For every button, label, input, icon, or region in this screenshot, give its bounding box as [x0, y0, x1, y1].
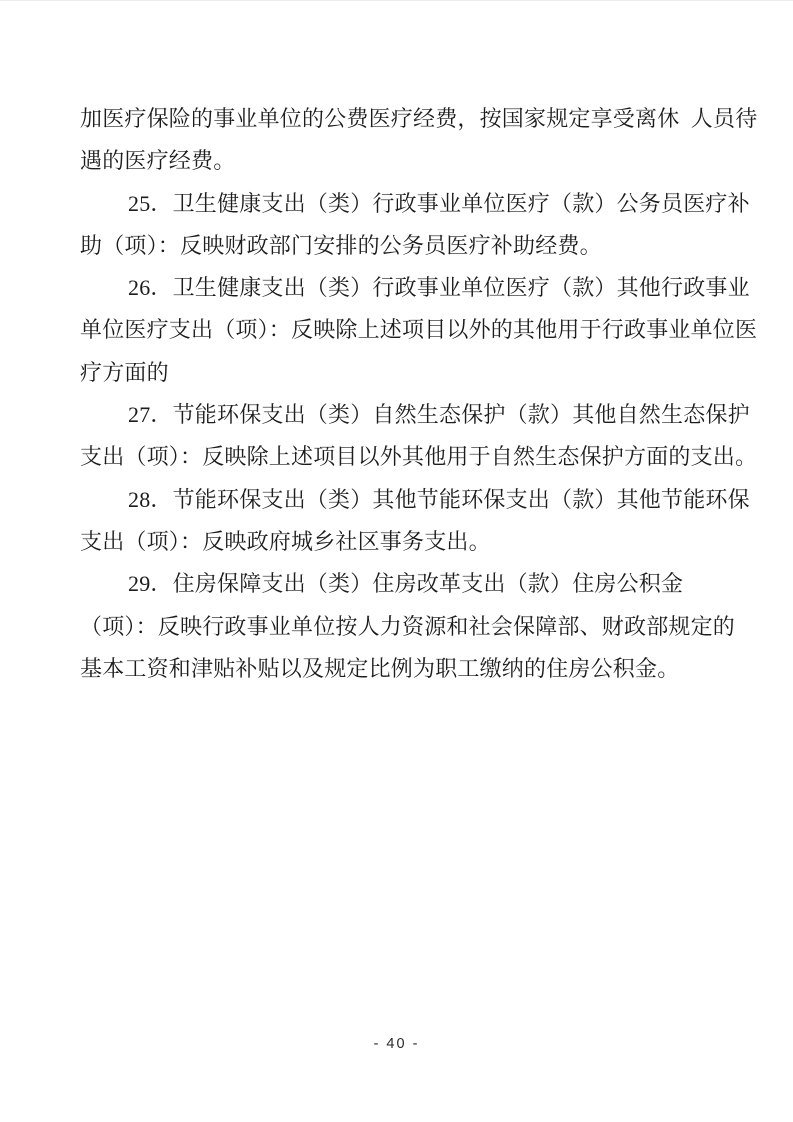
text-line: 基本工资和津贴补贴以及规定比例为职工缴纳的住房公积金。	[80, 655, 680, 681]
text-line: 25．卫生健康支出（类）行政事业单位医疗（款）公务员医疗补	[128, 190, 750, 216]
text-line: 疗方面的	[80, 359, 169, 385]
text-line: 28．节能环保支出（类）其他节能环保支出（款）其他节能环保	[128, 486, 750, 512]
text-line: 26．卫生健康支出（类）行政事业单位医疗（款）其他行政事业	[128, 275, 750, 301]
page-number: - 40 -	[373, 1036, 420, 1052]
text-line: 单位医疗支出（项）：反映除上述项目以外的其他用于行政事业单位医	[80, 317, 758, 343]
paragraph	[80, 394, 758, 479]
text-line: 29．住房保障支出（类）住房改革支出（款）住房公积金	[128, 571, 684, 597]
paragraph	[80, 98, 758, 183]
paragraph	[80, 183, 748, 268]
text-line: （项）：反映行政事业单位按人力资源和社会保障部、财政部规定的	[80, 613, 736, 639]
text-line: 加医疗保险的事业单位的公费医疗经费，按国家规定享受离休 人员待	[80, 106, 758, 131]
text-line: 支出（项）：反映政府城乡社区事务支出。	[80, 528, 491, 554]
page-footer	[0, 1035, 793, 1053]
document-body	[80, 98, 758, 690]
paragraph	[80, 479, 748, 564]
text-line: 支出（项）：反映除上述项目以外其他用于自然生态保护方面的支出。	[80, 444, 758, 470]
text-line: 助（项）：反映财政部门安排的公务员医疗补助经费。	[80, 232, 602, 258]
text-line: 遇的医疗经费。	[80, 148, 236, 174]
text-line: 27．节能环保支出（类）自然生态保护（款）其他自然生态保护	[128, 402, 750, 428]
paragraph	[80, 563, 748, 690]
paragraph	[80, 267, 758, 394]
